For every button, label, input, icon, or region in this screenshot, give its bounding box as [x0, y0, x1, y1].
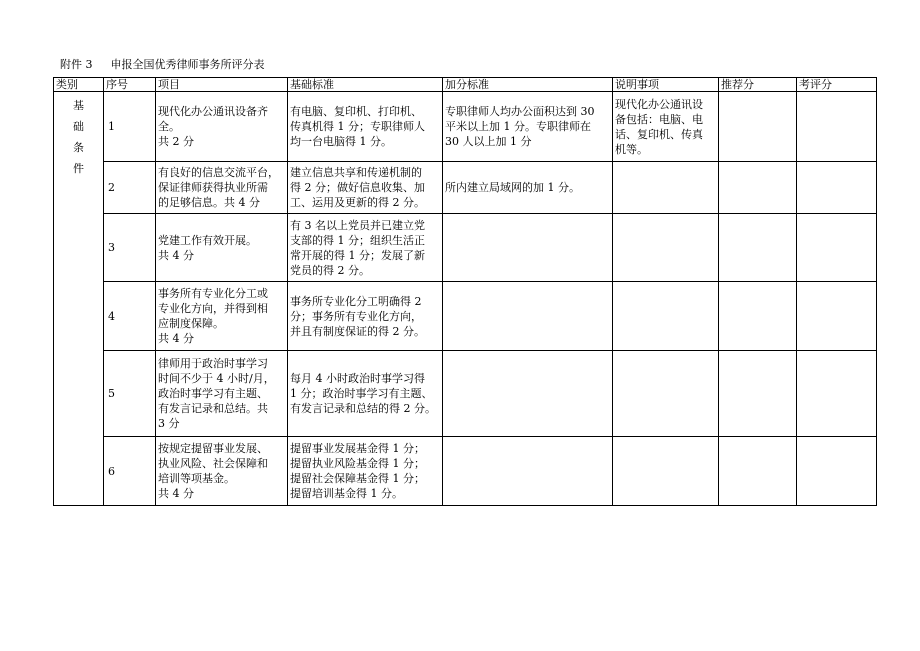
- scoring-table: [53, 77, 877, 506]
- basic-standard-cell: 建立信息共享和传递机制的 得 2 分；做好信息收集、加 工、运用及更新的得 2 分。: [288, 162, 443, 214]
- notes-cell: [613, 214, 719, 282]
- header-recommended-score: 推荐分: [719, 78, 797, 92]
- category-basic-conditions: 基 础 条 件: [54, 92, 104, 506]
- header-category: 类别: [54, 78, 104, 92]
- form-title: 申报全国优秀律师事务所评分表: [110, 58, 265, 71]
- header-number: 序号: [104, 78, 156, 92]
- item-cell: 律师用于政治时事学习 时间不少于 4 小时/月， 政治时事学习有主题、 有发言记录和总结。共 3 分: [156, 351, 288, 437]
- recommended-score-cell[interactable]: [719, 437, 797, 506]
- recommended-score-cell[interactable]: [719, 162, 797, 214]
- notes-cell: [613, 282, 719, 351]
- notes-cell: [613, 437, 719, 506]
- bonus-standard-cell: [443, 351, 613, 437]
- table-header-row: [54, 78, 877, 92]
- item-cell: 现代化办公通讯设备齐 全。 共 2 分: [156, 92, 288, 162]
- row-number: 1: [104, 92, 156, 162]
- notes-cell: 现代化办公通讯设 备包括：电脑、电 话、复印机、传真 机等。: [613, 92, 719, 162]
- recommended-score-cell[interactable]: [719, 92, 797, 162]
- recommended-score-cell[interactable]: [719, 282, 797, 351]
- row-number: 5: [104, 351, 156, 437]
- recommended-score-cell[interactable]: [719, 214, 797, 282]
- evaluation-score-cell[interactable]: [797, 92, 877, 162]
- bonus-standard-cell: [443, 214, 613, 282]
- header-basic-standard: 基础标准: [288, 78, 443, 92]
- item-cell: 党建工作有效开展。 共 4 分: [156, 214, 288, 282]
- evaluation-score-cell[interactable]: [797, 214, 877, 282]
- bonus-standard-cell: [443, 282, 613, 351]
- evaluation-score-cell[interactable]: [797, 437, 877, 506]
- table-row: [54, 92, 877, 162]
- basic-standard-cell: 每月 4 小时政治时事学习得 1 分；政治时事学习有主题、 有发言记录和总结的得 2 分。: [288, 351, 443, 437]
- basic-standard-cell: 有 3 名以上党员并已建立党 支部的得 1 分；组织生活正 常开展的得 1 分；发展了新 党员的得 2 分。: [288, 214, 443, 282]
- item-cell: 按规定提留事业发展、 执业风险、社会保障和 培训等项基金。 共 4 分: [156, 437, 288, 506]
- row-number: 6: [104, 437, 156, 506]
- item-cell: 有良好的信息交流平台， 保证律师获得执业所需 的足够信息。共 4 分: [156, 162, 288, 214]
- evaluation-score-cell[interactable]: [797, 162, 877, 214]
- bonus-standard-cell: 所内建立局域网的加 1 分。: [443, 162, 613, 214]
- evaluation-score-cell[interactable]: [797, 282, 877, 351]
- notes-cell: [613, 162, 719, 214]
- table-row: [54, 214, 877, 282]
- bonus-standard-cell: [443, 437, 613, 506]
- recommended-score-cell[interactable]: [719, 351, 797, 437]
- notes-cell: [613, 351, 719, 437]
- table-row: [54, 162, 877, 214]
- basic-standard-cell: 有电脑、复印机、打印机、 传真机得 1 分；专职律师人 均一台电脑得 1 分。: [288, 92, 443, 162]
- bonus-standard-cell: 专职律师人均办公面积达到 30 平米以上加 1 分。专职律师在 30 人以上加 1 分: [443, 92, 613, 162]
- row-number: 3: [104, 214, 156, 282]
- evaluation-score-cell[interactable]: [797, 351, 877, 437]
- table-row: [54, 282, 877, 351]
- header-evaluation-score: 考评分: [797, 78, 877, 92]
- row-number: 2: [104, 162, 156, 214]
- page-title: [60, 56, 265, 72]
- row-number: 4: [104, 282, 156, 351]
- attachment-label: 附件 3: [60, 58, 93, 71]
- basic-standard-cell: 提留事业发展基金得 1 分； 提留执业风险基金得 1 分； 提留社会保障基金得 1 分； 提留培训基金得 1 分。: [288, 437, 443, 506]
- table-row: [54, 437, 877, 506]
- header-item: 项目: [156, 78, 288, 92]
- header-notes: 说明事项: [613, 78, 719, 92]
- header-bonus-standard: 加分标准: [443, 78, 613, 92]
- table-row: [54, 351, 877, 437]
- item-cell: 事务所有专业化分工或 专业化方向，并得到相 应制度保障。 共 4 分: [156, 282, 288, 351]
- basic-standard-cell: 事务所专业化分工明确得 2 分；事务所有专业化方向， 并且有制度保证的得 2 分。: [288, 282, 443, 351]
